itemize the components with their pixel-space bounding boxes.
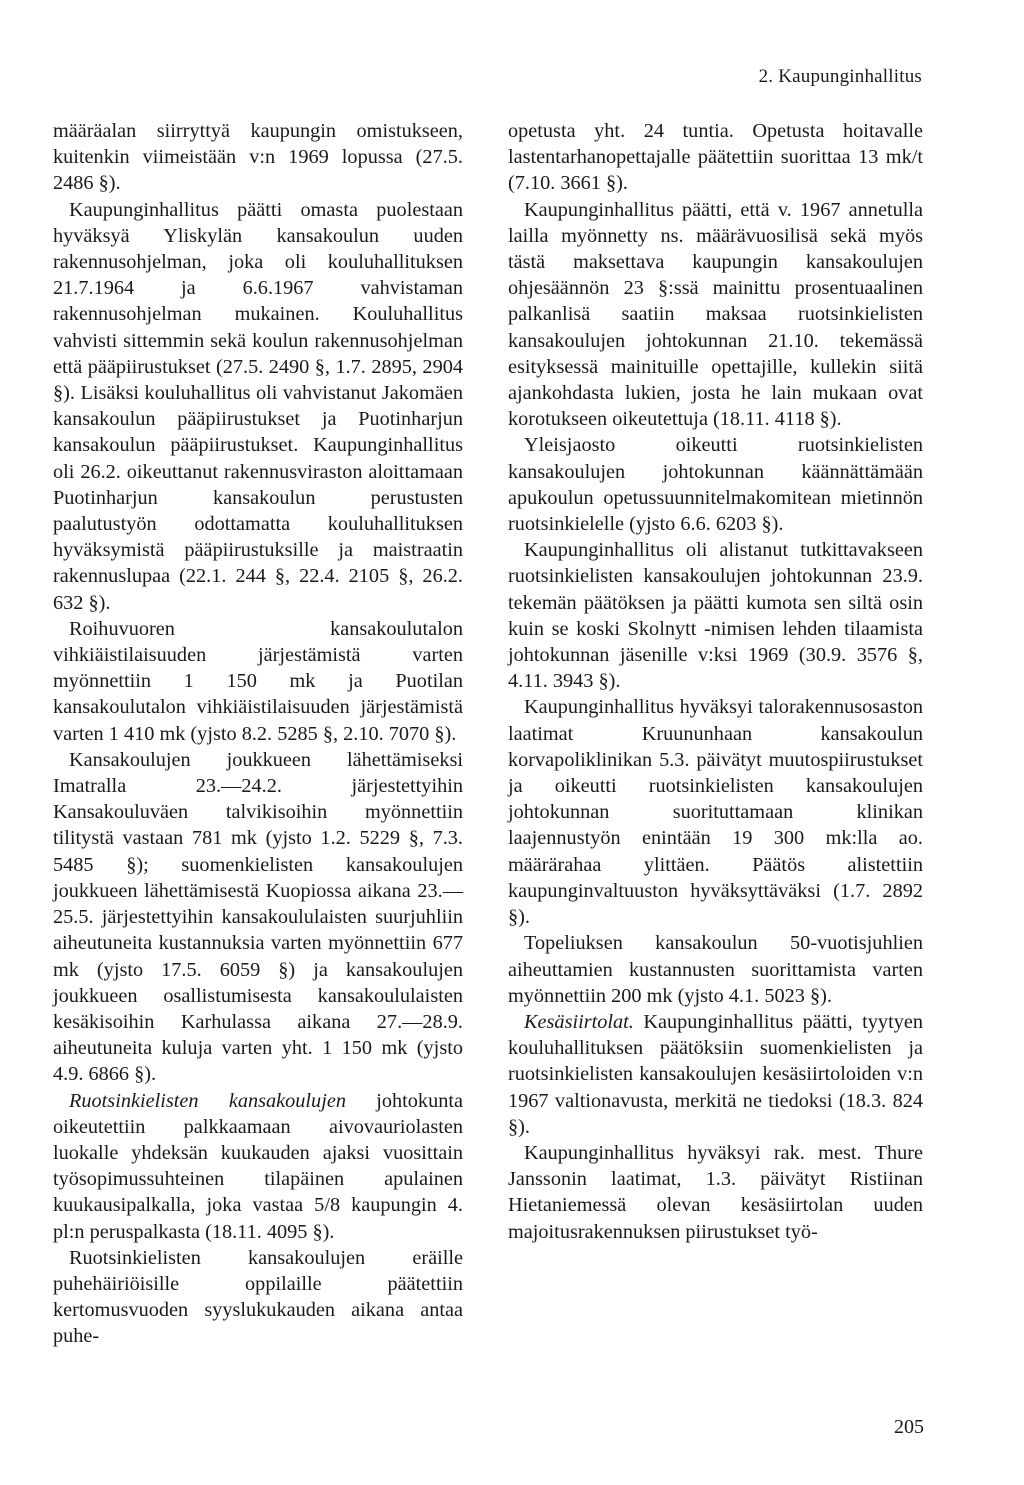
paragraph (508, 1009, 923, 1140)
paragraph: Ruotsinkielisten kansakoulujen eräille puhehäiriöisille oppilaille päätettiin kertomusvuoden syyslukukauden aikana antaa puhe- (53, 1246, 463, 1348)
paragraph: Kaupunginhallitus hyväksyi rak. mest. Thure Janssonin laatimat, 1.3. päivätyt Ristiinan Hietaniemessä olevan kesäsiirtolan uuden majoitusrakennuksen piirustukset työ- (508, 1141, 923, 1243)
paragraph: Kansakoulujen joukkueen lähettämiseksi Imatralla 23.—24.2. järjestettyihin Kansakouluväen talvikisoihin myönnettiin tilitystä vastaan 781 mk (yjsto 1.2. 5229 §, 7.3. 5485 §); suomenkielisten kansakoulujen joukkueen lähettämisestä Kuopiossa aikana 23.—25.5. järjestettyihin kansakoululaisten suurjuhliin aiheutuneita kustannuksia varten myönnettiin 677 mk (yjsto 17.5. 6059 §) ja kansakoulujen joukkueen osallistumisesta kansakoululaisten kesäkisoihin Karhulassa aikana 27.—28.9. aiheutuneita kuluja varten yht. 1 150 mk (yjsto 4.9. 6866 §). (53, 748, 463, 1086)
paragraph-text: Kaupunginhallitus päätti, tyytyen kouluhallituksen päätöksiin suomenkielisten ja ruotsinkielisten kansakoulujen kesäsiirtoloiden v:n 1967 valtionavusta, merkitä ne tiedoksi (18.3. 824 §). (508, 1010, 923, 1138)
section-heading-italic: Kesäsiirtolat. (524, 1010, 634, 1033)
section-heading-italic: Ruotsinkielisten kansakoulujen (69, 1089, 346, 1112)
paragraph: Kaupunginhallitus päätti, että v. 1967 annetulla lailla myönnetty ns. määrävuosilisä sekä myös tästä maksettava kaupungin kansakoulujen ohjesäännön 23 §:ssä mainittu prosentuaalinen palkanlisä saatiin maksaa ruotsinkielisten kansakoulujen johtokunnan 21.10. tekemässä esityksessä mainituille opettajille, kullekin siitä ajankohdasta lukien, josta he lain mukaan ovat korotukseen oikeutettuja (18.11. 4118 §). (508, 198, 923, 431)
paragraph: määräalan siirryttyä kaupungin omistukseen, kuitenkin viimeistään v:n 1969 lopussa (27.5. 2486 §). (53, 120, 463, 195)
paragraph: Kaupunginhallitus hyväksyi talorakennusosaston laatimat Kruununhaan kansakoulun korvapoliklinikan 5.3. päivätyt muutospiirustukset ja oikeutti ruotsinkielisten kansakoulujen johtokunnan suorituttamaan klinikan laajennustyön enintään 19 300 mk:lla ao. määrärahaa ylittäen. Päätös alistettiin kaupunginvaltuuston hyväksyttäväksi (1.7. 2892 §). (508, 696, 923, 929)
paragraph-text: johtokunta oikeutettiin palkkaamaan aivovauriolasten luokalle yhdeksän kuukauden ajaksi vuosittain työsopimussuhteinen tilapäinen apulainen kuukausipalkalla, joka vastaa 5/8 kaupungin 4. pl:n peruspalkasta (18.11. 4095 §). (53, 1089, 463, 1243)
paragraph: Topeliuksen kansakoulun 50-vuotisjuhlien aiheuttamien kustannusten suorittamista varten myönnettiin 200 mk (yjsto 4.1. 5023 §). (508, 932, 923, 1007)
running-head: 2. Kaupunginhallitus (758, 66, 922, 87)
paragraph: Roihuvuoren kansakoulutalon vihkiäistilaisuuden järjestämistä varten myönnettiin 1 150 mk ja Puotilan kansakoulutalon vihkiäistilaisuuden järjestämistä varten 1 410 mk (yjsto 8.2. 5285 §, 2.10. 7070 §). (53, 617, 463, 745)
paragraph: Kaupunginhallitus oli alistanut tutkittavakseen ruotsinkielisten kansakoulujen johtokunnan 23.9. tekemän päätöksen ja päätti kumota sen siltä osin kuin se koski Skolnytt -nimisen lehden tilaamista johtokunnan jäsenille v:ksi 1969 (30.9. 3576 §, 4.11. 3943 §). (508, 539, 923, 693)
page-number: 205 (894, 1416, 924, 1438)
left-column (53, 118, 463, 1350)
paragraph: Kaupunginhallitus päätti omasta puolestaan hyväksyä Yliskylän kansakoulun uuden rakennusohjelman, joka oli kouluhallituksen 21.7.1964 ja 6.6.1967 vahvistaman rakennusohjelman mukainen. Kouluhallitus vahvisti sittemmin sekä koulun rakennusohjelman että pääpiirustukset (27.5. 2490 §, 1.7. 2895, 2904 §). Lisäksi kouluhallitus oli vahvistanut Jakomäen kansakoulun pääpiirustukset ja Puotinharjun kansakoulun pääpiirustukset. Kaupunginhallitus oli 26.2. oikeuttanut rakennusviraston aloittamaan Puotinharjun kansakoulun perustusten paalutustyön odottamatta kouluhallituksen hyväksymistä pääpiirustuksille ja maistraatin rakennuslupaa (22.1. 244 §, 22.4. 2105 §, 26.2. 632 §). (53, 198, 463, 614)
paragraph: Yleisjaosto oikeutti ruotsinkielisten kansakoulujen johtokunnan käännättämään apukoulun opetussuunnitelmakomitean mietinnön ruotsinkielelle (yjsto 6.6. 6203 §). (508, 434, 923, 536)
right-column (508, 118, 923, 1245)
paragraph (53, 1088, 463, 1245)
paragraph: opetusta yht. 24 tuntia. Opetusta hoitavalle lastentarhanopettajalle päätettiin suorittaa 13 mk/t (7.10. 3661 §). (508, 120, 923, 195)
